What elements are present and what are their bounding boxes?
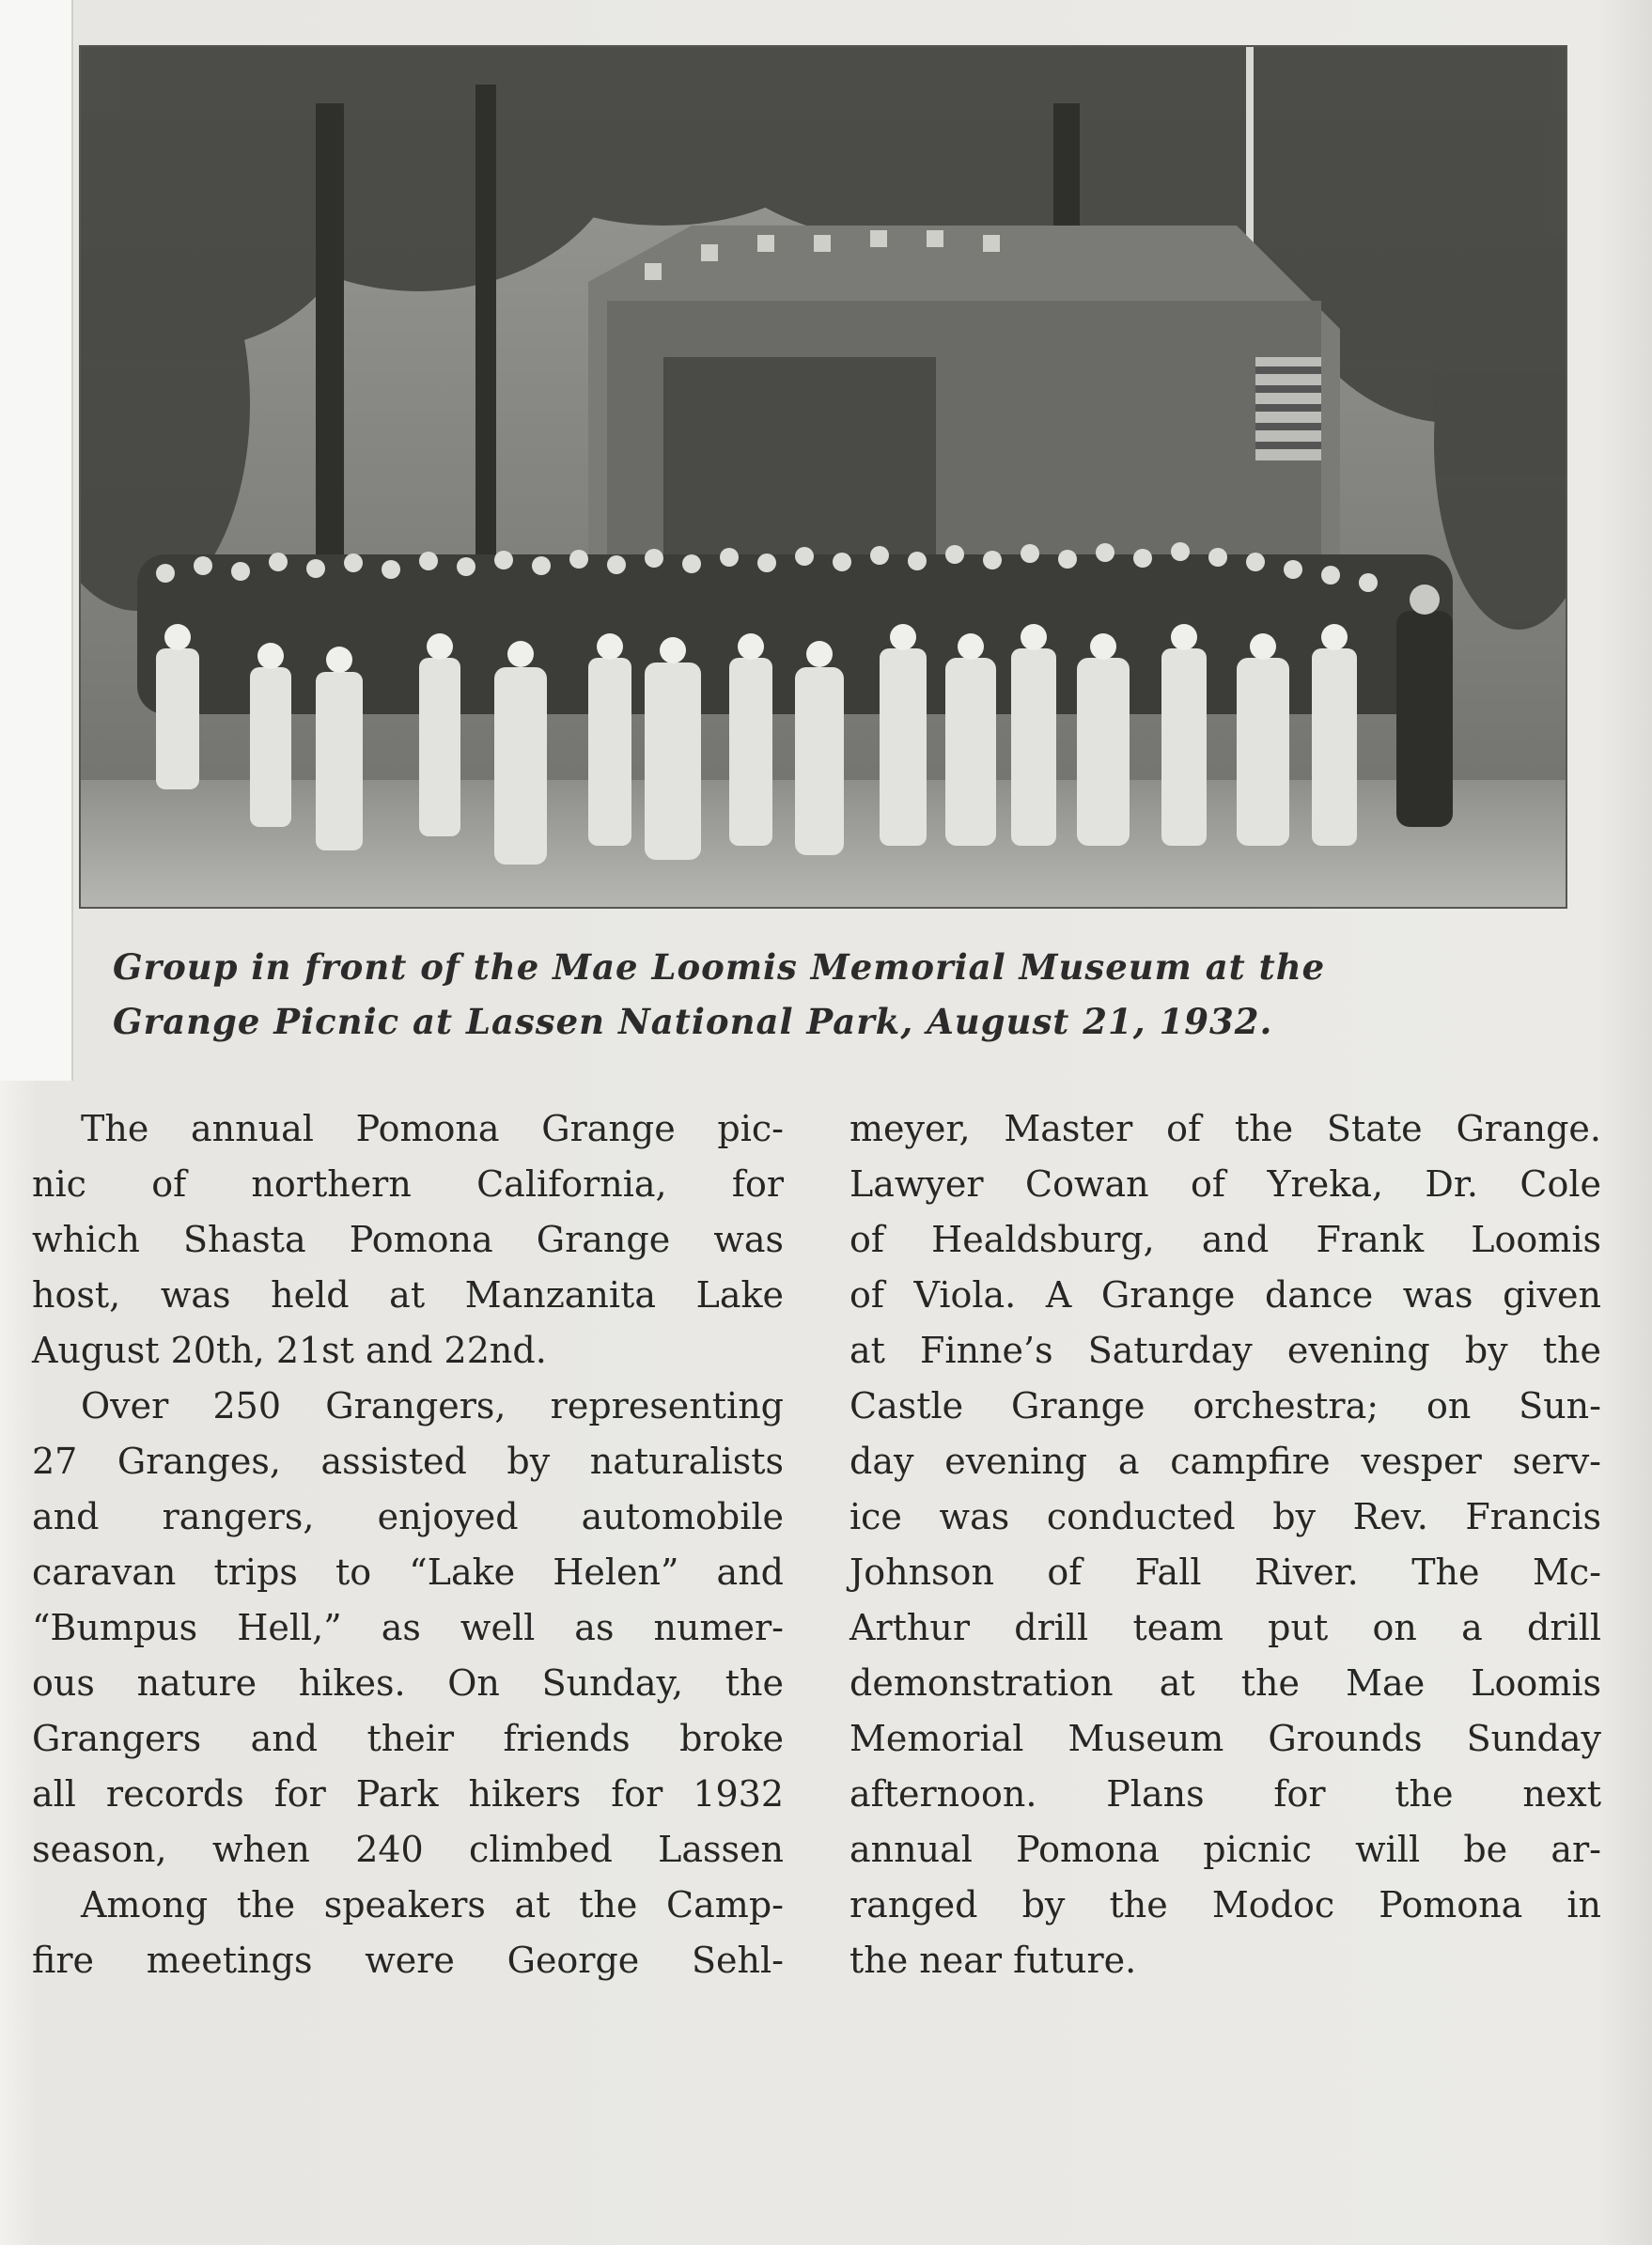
text-line: season, when 240 climbed Lassen [32, 1829, 784, 1870]
paragraph-1 [32, 1101, 784, 1379]
article-right-column [849, 1101, 1601, 1988]
mount-card-edge [0, 0, 73, 1081]
text-line: the near future. [849, 1940, 1137, 1981]
text-line: The annual Pomona Grange pic- [81, 1108, 784, 1149]
text-line: Grangers and their friends broke [32, 1718, 784, 1759]
text-line: day evening a campfire vesper serv- [849, 1441, 1601, 1482]
text-line: Memorial Museum Grounds Sunday [849, 1718, 1601, 1759]
text-line: Over 250 Grangers, representing [81, 1385, 784, 1427]
text-line: which Shasta Pomona Grange was [32, 1219, 784, 1260]
text-line: Lawyer Cowan of Yreka, Dr. Cole [849, 1163, 1601, 1205]
text-line: and rangers, enjoyed automobile [32, 1496, 784, 1537]
text-line: annual Pomona picnic will be ar- [849, 1829, 1601, 1870]
text-line: Castle Grange orchestra; on Sun- [849, 1385, 1601, 1427]
text-line: Among the speakers at the Camp- [81, 1884, 784, 1925]
caption-line-1: Group in front of the Mae Loomis Memorial Museum at the [113, 946, 1326, 988]
paragraph-3 [32, 1878, 784, 1988]
text-line: ous nature hikes. On Sunday, the [32, 1662, 784, 1704]
paragraph-3-continued [849, 1101, 1601, 1988]
photo-caption [113, 940, 1504, 1049]
text-line: Johnson of Fall River. The Mc- [849, 1551, 1601, 1593]
text-line: at Finne’s Saturday evening by the [849, 1330, 1601, 1371]
text-line: fire meetings were George Sehl- [32, 1940, 784, 1981]
group-photo-icon [81, 47, 1566, 907]
group-photo [79, 45, 1567, 909]
text-line: “Bumpus Hell,” as well as numer- [32, 1607, 784, 1648]
text-line: August 20th, 21st and 22nd. [32, 1330, 547, 1371]
article-left-column [32, 1101, 784, 1988]
text-line: ranged by the Modoc Pomona in [849, 1884, 1601, 1925]
text-line: host, was held at Manzanita Lake [32, 1274, 784, 1316]
text-line: ice was conducted by Rev. Francis [849, 1496, 1601, 1537]
text-line: afternoon. Plans for the next [849, 1773, 1601, 1815]
text-line: meyer, Master of the State Grange. [849, 1108, 1601, 1149]
text-line: all records for Park hikers for 1932 [32, 1773, 784, 1815]
text-line: demonstration at the Mae Loomis [849, 1662, 1601, 1704]
text-line: of Viola. A Grange dance was given [849, 1274, 1601, 1316]
text-line: nic of northern California, for [32, 1163, 784, 1205]
text-line: 27 Granges, assisted by naturalists [32, 1441, 784, 1482]
text-line: Arthur drill team put on a drill [849, 1607, 1601, 1648]
text-line: caravan trips to “Lake Helen” and [32, 1551, 784, 1593]
text-line: of Healdsburg, and Frank Loomis [849, 1219, 1601, 1260]
caption-line-2: Grange Picnic at Lassen National Park, August 21, 1932. [113, 1001, 1273, 1042]
paragraph-2 [32, 1379, 784, 1878]
